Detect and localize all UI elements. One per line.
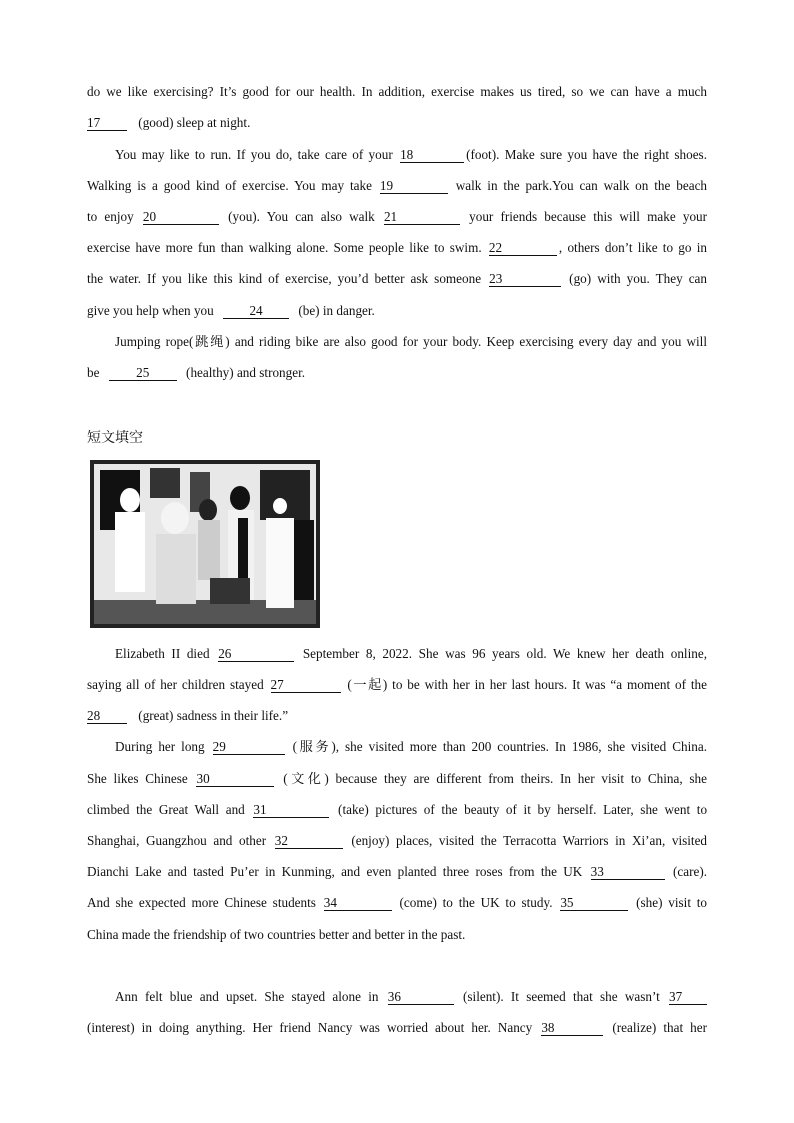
text-line (87, 895, 707, 911)
blank-28[interactable]: 28 (87, 709, 127, 724)
text: (realize) that her (612, 1020, 708, 1035)
blank-30[interactable]: 30 (196, 772, 274, 787)
photo-graphic (90, 460, 320, 628)
text: She likes Chinese (87, 771, 188, 786)
text: China made the friendship of two countries better and better in the past. (87, 927, 466, 942)
text: (文化) because they are different from theirs. In her visit to China, she (283, 771, 707, 786)
blank-27[interactable]: 27 (271, 678, 341, 693)
text: (come) to the UK to study. (399, 895, 553, 910)
blank-20[interactable]: 20 (143, 210, 219, 225)
blank-24[interactable]: 24 (223, 304, 289, 319)
text: (go) with you. They can (569, 271, 708, 286)
text: give you help when you (87, 303, 214, 318)
text: (enjoy) places, visited the Terracotta Warriors in Xi’an, visited (351, 833, 708, 848)
text: (great) sadness in their life.” (138, 708, 289, 723)
blank-22[interactable]: 22 (489, 241, 557, 256)
text: (healthy) and stronger. (186, 365, 306, 380)
blank-26[interactable]: 26 (218, 647, 294, 662)
blank-25[interactable]: 25 (109, 366, 177, 381)
text: September 8, 2022. She was 96 years old. We knew her death online, (302, 646, 708, 661)
text-line (87, 927, 707, 943)
text: (take) pictures of the beauty of it by herself. Later, she went to (338, 802, 708, 817)
text: (care). (672, 864, 708, 879)
blank-29[interactable]: 29 (213, 740, 285, 755)
text: do we like exercising? It’s good for our health. In addition, exercise makes us tired, so we can have a much (87, 84, 707, 99)
text: (she) visit to (636, 895, 708, 910)
blank-31[interactable]: 31 (253, 803, 329, 818)
text: (一起) to be with her in her last hours. It was “a moment of the (347, 677, 708, 692)
text-line (87, 178, 707, 194)
text-line (87, 240, 707, 256)
text-line (115, 646, 707, 662)
text: exercise have more fun than walking alone. Some people like to swim. (87, 240, 482, 255)
blank-23[interactable]: 23 (489, 272, 561, 287)
text-line (115, 147, 707, 163)
text: You may like to run. If you do, take care of your (115, 147, 393, 162)
blank-37[interactable]: 37 (669, 990, 707, 1005)
text-line (115, 989, 707, 1005)
text-line (87, 833, 707, 849)
blank-34[interactable]: 34 (324, 896, 392, 911)
text-line (87, 115, 707, 131)
text-line (87, 303, 707, 319)
text: climbed the Great Wall and (87, 802, 245, 817)
text-line (87, 864, 707, 880)
text: (silent). It seemed that she wasn’t (463, 989, 660, 1004)
text-line (87, 365, 707, 381)
text: Dianchi Lake and tasted Pu’er in Kunming, and even planted three roses from the UK (87, 864, 583, 879)
text-line (87, 271, 707, 287)
text: be (87, 365, 100, 380)
text-line (87, 802, 707, 818)
text-line (87, 677, 707, 693)
text-line (87, 209, 707, 225)
text: Jumping rope(跳绳) and riding bike are also good for your body. Keep exercising every day and you will (115, 334, 707, 349)
text: (服务), she visited more than 200 countries. In 1986, she visited China. (292, 739, 707, 754)
text: Shanghai, Guangzhou and other (87, 833, 267, 848)
text: And she expected more Chinese students (87, 895, 316, 910)
blank-38[interactable]: 38 (541, 1021, 603, 1036)
blank-19[interactable]: 19 (380, 179, 448, 194)
text: to enjoy (87, 209, 134, 224)
blank-21[interactable]: 21 (384, 210, 460, 225)
blank-18[interactable]: 18 (400, 148, 464, 163)
text: (be) in danger. (298, 303, 375, 318)
blank-35[interactable]: 35 (560, 896, 628, 911)
text-line (87, 1020, 707, 1036)
text: Elizabeth II died (115, 646, 210, 661)
text: Walking is a good kind of exercise. You may take (87, 178, 372, 193)
text-line (87, 771, 707, 787)
blank-36[interactable]: 36 (388, 990, 454, 1005)
text: saying all of her children stayed (87, 677, 264, 692)
text: Ann felt blue and upset. She stayed alone in (115, 989, 379, 1004)
text: walk in the park.You can walk on the beach (455, 178, 708, 193)
text-line (87, 708, 707, 724)
text: (you). You can also walk (228, 209, 375, 224)
text-line (115, 739, 707, 755)
text: the water. If you like this kind of exercise, you’d better ask someone (87, 271, 482, 286)
text: (interest) in doing anything. Her friend Nancy was worried about her. Nancy (87, 1020, 533, 1035)
text: (good) sleep at night. (138, 115, 251, 130)
text-line (87, 84, 707, 100)
text: , others don’t like to go in (558, 240, 708, 255)
blank-17[interactable]: 17 (87, 116, 127, 131)
text: (foot). Make sure you have the right shoes. (466, 147, 707, 162)
blank-32[interactable]: 32 (275, 834, 343, 849)
section-heading: 短文填空 (87, 430, 143, 446)
text-line (115, 334, 707, 350)
news-photo (90, 460, 320, 628)
text: During her long (115, 739, 205, 754)
blank-33[interactable]: 33 (591, 865, 665, 880)
text: your friends because this will make your (469, 209, 708, 224)
